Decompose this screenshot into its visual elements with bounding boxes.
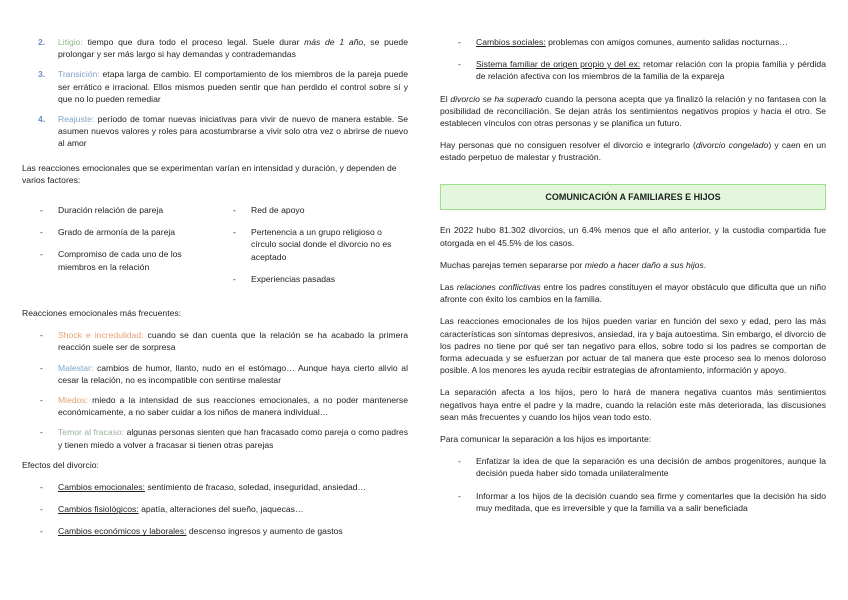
- reaction-shock: - Shock e incredulidad: cuando se dan cuenta que la relación se ha acabado la primera reacción suele ser de sorpresa: [40, 330, 408, 353]
- factor-text: Duración relación de pareja: [58, 205, 164, 216]
- effect-fisiologicos: - Cambios fisiológicos: apatía, alteraciones del sueño, jaquecas…: [40, 504, 304, 515]
- stage-reajuste: [22, 113, 408, 150]
- stage-text: período de tomar nuevas iniciativas para vivir de nuevo de manera estable. Se asumen nuevos valores y roles para acostumbrarse a vivir solo otra vez o abrirse de nuevo al amor: [58, 114, 408, 149]
- stage-title: Reajuste:: [58, 114, 95, 125]
- list-item: - Red de apoyo: [233, 205, 305, 216]
- factor-text: Grado de armonía de la pareja: [58, 227, 176, 238]
- communicate-text: Enfatizar la idea de que la separación es una decisión de ambos progenitores, aunque la decisión pueda haber sido tomada unilateralmente: [476, 456, 826, 479]
- text: .: [703, 259, 707, 270]
- fear-paragraph: [440, 259, 826, 271]
- emphasis: divorcio se ha superado: [450, 93, 543, 104]
- emphasis: divorcio congelado: [695, 140, 769, 151]
- factor-text: Compromiso de cada uno de los miembros en la relación: [58, 249, 182, 272]
- text: El: [440, 93, 451, 104]
- effect-text: sentimiento de fracaso, soledad, inseguridad, ansiedad…: [144, 482, 367, 493]
- effect-title: Cambios emocionales:: [58, 482, 145, 493]
- effect-sistema-familiar: - Sistema familiar de origen propio y del ex: retomar relación con la propia familia y pérdida de relación afectiva con los miembros de la familia de la expareja: [458, 59, 826, 82]
- reaction-title: Shock e incredulidad:: [58, 330, 144, 341]
- reaction-text: miedo a la intensidad de sus reacciones emocionales, a no poder mantenerse económicamente, a no saber cuidar a los niños de manera individual…: [58, 395, 408, 418]
- reaction-text: cambios de humor, llanto, nudo en el estómago… Aunque haya cierto alivio al cesar la relación, no es incompatible con sentirse malestar: [58, 362, 408, 385]
- list-item: - Informar a los hijos de la decisión cuando sea firme y comentarles que la decisión ha sido muy meditada, que es irreversible y que la familia va a salir beneficiada: [458, 490, 826, 513]
- effects-title: Efectos del divorcio:: [22, 459, 99, 470]
- stage-number: 2.: [38, 37, 46, 47]
- stage-litigio: [22, 36, 408, 60]
- reaction-temor: - Temor al fracaso: algunas personas sienten que han fracasado como pareja o como padres y tienen miedo a volver a fracasar si tienen otras parejas: [40, 427, 408, 450]
- emphasis: miedo a hacer daño a sus hijos: [584, 259, 704, 270]
- list-item: - Compromiso de cada uno de los miembros en la relación: [40, 249, 182, 272]
- factor-text: Red de apoyo: [251, 205, 305, 216]
- stage-text-cont: , se puede prolongar y ser más largo si hay demandas y contrademandas: [58, 37, 408, 60]
- frozen-paragraph: [440, 139, 826, 163]
- effect-text: retomar relación con la propia familia y pérdida de relación afectiva con los miembros de la familia de la expareja: [476, 59, 826, 82]
- reaction-text: algunas personas sienten que han fracasado como pareja o como padres y tienen miedo a volver a fracasar si tienen otras parejas: [58, 427, 408, 450]
- effect-title: Cambios sociales:: [476, 37, 546, 47]
- text: ) y caen en un estado perpetuo de malestar y frustración.: [440, 140, 826, 163]
- effect-economicos: - Cambios económicos y laborales: descenso ingresos y aumento de gastos: [40, 526, 343, 537]
- effect-text: problemas con amigos comunes, aumento salidas nocturnas…: [545, 37, 788, 47]
- text: Las: [440, 282, 457, 292]
- reaction-title: Malestar:: [58, 362, 94, 373]
- effect-emocionales: - Cambios emocionales: sentimiento de fracaso, soledad, inseguridad, ansiedad…: [40, 482, 367, 493]
- reaction-text: cuando se dan cuenta que la relación se ha acabado la primera reacción suele ser de sorpresa: [58, 330, 408, 353]
- affects-paragraph: La separación afecta a los hijos, pero lo hará de manera negativa cuantos más sentimientos negativos haya entre el padre y la madre, cuando la relación este más deteriorada, las discusiones sean más frecuentes y cuando los hijos vean todo esto.: [440, 387, 826, 422]
- effect-text: apatía, alteraciones del sueño, jaquecas…: [138, 504, 304, 515]
- text: Muchas parejas temen separarse por: [440, 259, 585, 270]
- stage-transicion: [22, 68, 408, 105]
- effect-sociales: - Cambios sociales: problemas con amigos comunes, aumento salidas nocturnas…: [458, 37, 788, 47]
- list-item: - Enfatizar la idea de que la separación es una decisión de ambos progenitores, aunque la decisión pueda haber sido tomada unilateralmente: [458, 456, 826, 479]
- stage-title: Transición:: [58, 69, 100, 80]
- emphasis: relaciones conflictivas: [456, 282, 541, 292]
- reactions-title: Reacciones emocionales más frecuentes:: [22, 308, 182, 319]
- effect-text: descenso ingresos y aumento de gastos: [186, 526, 343, 537]
- text: entre los padres constituyen el mayor obstáculo que dificulta que un niño afronte con éxito los cambios en la familia.: [440, 282, 826, 305]
- reaction-title: Miedos:: [58, 395, 89, 406]
- conflict-paragraph: [440, 281, 826, 305]
- right-column: [440, 36, 826, 522]
- stage-text: etapa larga de cambio. El comportamiento de los miembros de la pareja puede ser errático e irracional. Ellos mismos pueden sentir que han perdido el control sobre sí y que no lo pueden remediar: [58, 69, 408, 104]
- stage-text: tiempo que dura todo el proceso legal. Suele durar: [82, 37, 305, 47]
- reaction-title: Temor al fracaso:: [58, 427, 125, 438]
- text: Hay personas que no consiguen resolver el divorcio e integrarlo (: [440, 140, 696, 151]
- list-item: - Grado de armonía de la pareja: [40, 227, 176, 238]
- factor-text: Experiencias pasadas: [251, 273, 336, 284]
- stats-paragraph: En 2022 hubo 81.302 divorcios, un 6.4% menos que el año anterior, y la custodia compartida fue otorgada en el 45.5% de los casos.: [440, 225, 826, 248]
- effect-title: Sistema familiar de origen propio y del ex:: [476, 59, 641, 70]
- factors-column-a: [22, 204, 215, 293]
- list-item: - Experiencias pasadas: [233, 273, 336, 284]
- stage-title: Litigio:: [58, 37, 83, 47]
- communicate-text: Informar a los hijos de la decisión cuando sea firme y comentarles que la decisión ha sido muy meditada, que es irreversible y que la familia va a salir beneficiada: [476, 490, 826, 513]
- stage-number: 3.: [38, 69, 46, 80]
- overcome-paragraph: [440, 93, 826, 130]
- factors-column-b: [215, 204, 408, 293]
- reaction-miedos: - Miedos: miedo a la intensidad de sus reacciones emocionales, a no poder mantenerse económicamente, a no saber cuidar a los niños de manera individual…: [40, 395, 408, 418]
- left-column: [22, 36, 408, 546]
- section-heading: COMUNICACIÓN A FAMILIARES E HIJOS: [440, 184, 826, 211]
- effect-title: Cambios económicos y laborales:: [58, 526, 187, 537]
- children-reactions-paragraph: Las reacciones emocionales de los hijos pueden variar en función del sexo y edad, pero las más características son síntomas depresivos, ansiedad, ira y baja autoestima. Sin embargo, el divorcio de los padres no tiene por qué ser tan negativo para ellos, sobre todo si los padres se comportan de forma adecuada y se esfuerzan por actuar de tal manera que este proceso sea lo menos doloroso posible. A los menores les ayuda recibir estrategias de afrontamiento, información y apoyo.: [440, 316, 826, 376]
- list-item: - Pertenencia a un grupo religioso o círculo social donde el divorcio no es aceptado: [233, 227, 392, 262]
- factors-list: [22, 204, 408, 293]
- text: cuando la persona acepta que ya finalizó la relación y no fantasea con la posibilidad de reconciliación. Se dejan atrás los sentimientos negativos propios y hacia el otro. Se establecen vínculos con otras personas y se planifica un futuro.: [440, 93, 826, 129]
- stage-emphasis: más de 1 año: [304, 37, 364, 47]
- list-item: - Duración relación de pareja: [40, 205, 164, 216]
- stage-number: 4.: [38, 114, 46, 125]
- factors-intro: Las reacciones emocionales que se experimentan varían en intensidad y duración, y dependen de varios factores:: [22, 162, 397, 185]
- reaction-malestar: - Malestar: cambios de humor, llanto, nudo en el estómago… Aunque haya cierto alivio al cesar la relación, no es incompatible con sentirse malestar: [40, 362, 408, 385]
- communicate-title: Para comunicar la separación a los hijos es importante:: [440, 434, 652, 445]
- factor-text: Pertenencia a un grupo religioso o círculo social donde el divorcio no es aceptado: [251, 227, 392, 262]
- effect-title: Cambios fisiológicos:: [58, 504, 139, 515]
